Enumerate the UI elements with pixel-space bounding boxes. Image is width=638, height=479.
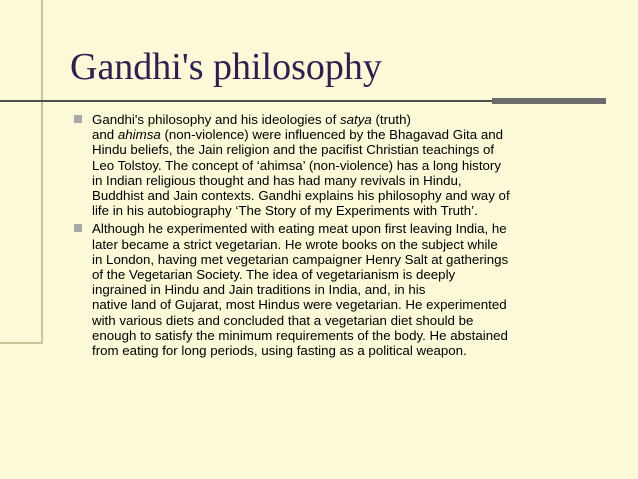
bullet-line [92, 188, 614, 203]
bullet-square-icon [74, 115, 82, 123]
text-segment: Buddhist and Jain contexts. Gandhi explains his philosophy and way of [92, 188, 510, 204]
bullet-item [74, 112, 614, 218]
bullet-line [92, 127, 614, 142]
text-segment: in Indian religious thought and has had many revivals in Hindu, [92, 172, 462, 188]
slide-title: Gandhi's philosophy [70, 46, 382, 88]
text-segment: in London, having met vegetarian campaigner Henry Salt at gatherings [92, 251, 509, 267]
bullet-line [92, 158, 614, 173]
text-segment: and [92, 127, 118, 143]
bullet-line [92, 237, 614, 252]
left-vertical-rule [41, 0, 43, 342]
title-underline [0, 100, 492, 102]
text-segment: native land of Gujarat, most Hindus were vegetarian. He experimented [92, 297, 507, 313]
text-segment: later became a strict vegetarian. He wrote books on the subject while [92, 236, 498, 252]
bullet-line [92, 142, 614, 157]
bullet-line [92, 203, 614, 218]
bullet-line [92, 221, 614, 236]
text-segment: Hindu beliefs, the Jain religion and the pacifist Christian teachings of [92, 142, 495, 158]
left-rule-cap [0, 342, 43, 344]
text-segment: life in his autobiography ‘The Story of my Experiments with Truth’. [92, 203, 478, 219]
bullet-square-icon [74, 224, 82, 232]
text-segment: (non-violence) were influenced by the Bhagavad Gita and [160, 127, 504, 143]
bullet-line [92, 267, 614, 282]
text-segment: of the Vegetarian Society. The idea of vegetarianism is deeply [92, 267, 456, 283]
bullet-line [92, 173, 614, 188]
bullet-line [92, 282, 614, 297]
bullet-line [92, 328, 614, 343]
bullet-line [92, 112, 614, 127]
text-segment: ingrained in Hindu and Jain traditions in India, and, in his [92, 282, 426, 298]
bullet-list [74, 112, 614, 361]
italic-term: satya [339, 112, 372, 127]
title-underline-accent [492, 98, 606, 104]
bullet-item [74, 221, 614, 358]
bullet-line [92, 343, 614, 358]
italic-term: ahimsa [117, 127, 161, 143]
text-segment: Although he experimented with eating meat upon first leaving India, he [92, 221, 507, 237]
bullet-line [92, 252, 614, 267]
text-segment: enough to satisfy the minimum requirements of the body. He abstained [92, 327, 508, 343]
text-segment: from eating for long periods, using fasting as a political weapon. [92, 343, 467, 359]
text-segment: (truth) [371, 112, 411, 127]
text-segment: Leo Tolstoy. The concept of ‘ahimsa’ (non-violence) has a long history [92, 157, 501, 173]
text-segment: Gandhi's philosophy and his ideologies of [92, 112, 340, 127]
bullet-line [92, 297, 614, 312]
bullet-line [92, 313, 614, 328]
text-segment: with various diets and concluded that a vegetarian diet should be [92, 312, 474, 328]
